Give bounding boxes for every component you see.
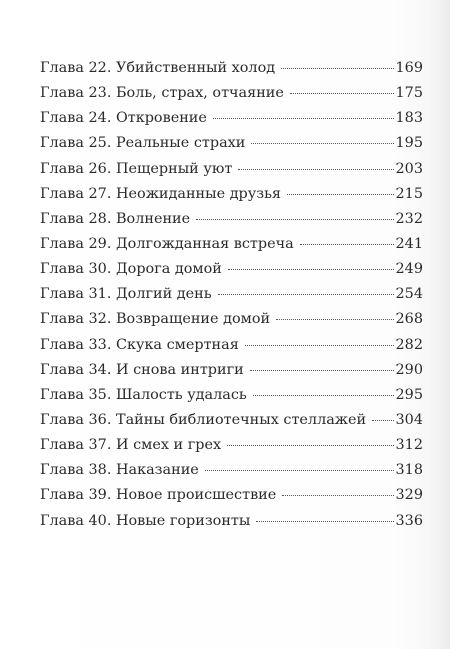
chapter-title: Глава 27. Неожиданные друзья [40,185,281,202]
chapter-title: Глава 33. Скука смертная [40,336,239,353]
page-number: 290 [395,361,423,378]
chapter-title: Глава 36. Тайны библиотечных стеллажей [40,411,367,428]
toc-entry [40,412,423,437]
toc-entry [40,362,423,387]
toc-entry [40,110,423,135]
chapter-title: Глава 30. Дорога домой [40,261,222,278]
chapter-title: Глава 40. Новые горизонты [40,512,251,529]
chapter-title: Глава 23. Боль, страх, отчаяние [40,85,284,102]
page-number: 282 [395,336,423,353]
chapter-title: Глава 29. Долгожданная встреча [40,235,294,252]
dot-leader [256,521,393,522]
dot-leader [372,420,393,421]
toc-entry [40,311,423,336]
toc-entry [40,487,423,512]
chapter-title: Глава 39. Новое происшествие [40,487,277,504]
page-number: 295 [395,386,423,403]
dot-leader [300,244,394,245]
dot-leader [238,169,393,170]
toc-entry [40,462,423,487]
page-number: 241 [395,235,423,252]
chapter-title: Глава 22. Убийственный холод [40,60,276,76]
toc-entry [40,261,423,286]
dot-leader [251,143,393,144]
chapter-title: Глава 38. Наказание [40,462,199,479]
page-number: 232 [395,210,423,227]
dot-leader [218,294,394,295]
toc-entry [40,211,423,236]
chapter-title: Глава 28. Волнение [40,210,191,227]
dot-leader [205,470,394,471]
page-number: 175 [395,85,423,102]
dot-leader [245,345,394,346]
toc-entry [40,135,423,160]
toc-entry [40,387,423,412]
toc-entry [40,236,423,261]
chapter-title: Глава 26. Пещерный уют [40,160,233,177]
page-number: 329 [395,487,423,504]
toc-entry [40,161,423,186]
dot-leader [276,319,393,320]
chapter-title: Глава 34. И снова интриги [40,361,244,378]
toc-entry [40,186,423,211]
page-number: 254 [395,286,423,303]
dot-leader [282,495,393,496]
page-number: 268 [395,311,423,328]
toc-entry [40,60,423,85]
dot-leader [253,395,394,396]
chapter-title: Глава 24. Откровение [40,110,207,127]
page-number: 215 [395,185,423,202]
chapter-title: Глава 32. Возвращение домой [40,311,271,328]
page-number: 312 [395,437,423,454]
chapter-title: Глава 35. Шалость удалась [40,386,247,403]
dot-leader [287,194,394,195]
toc-entry [40,437,423,462]
dot-leader [227,445,393,446]
page-number: 169 [395,60,423,76]
toc-entry [40,85,423,110]
dot-leader [213,118,394,119]
toc-entry [40,286,423,311]
page-number: 336 [395,512,423,529]
dot-leader [228,269,394,270]
chapter-title: Глава 31. Долгий день [40,286,212,303]
dot-leader [196,219,393,220]
page-number: 249 [395,261,423,278]
dot-leader [281,68,393,69]
table-of-contents [40,60,423,538]
chapter-title: Глава 25. Реальные страхи [40,135,246,152]
page-number: 195 [395,135,423,152]
toc-entry [40,337,423,362]
dot-leader [290,93,394,94]
page-number: 318 [395,462,423,479]
toc-entry [40,513,423,538]
dot-leader [250,370,394,371]
chapter-title: Глава 37. И смех и грех [40,437,222,454]
page-number: 183 [395,110,423,127]
page-number: 304 [395,411,423,428]
page-number: 203 [395,160,423,177]
